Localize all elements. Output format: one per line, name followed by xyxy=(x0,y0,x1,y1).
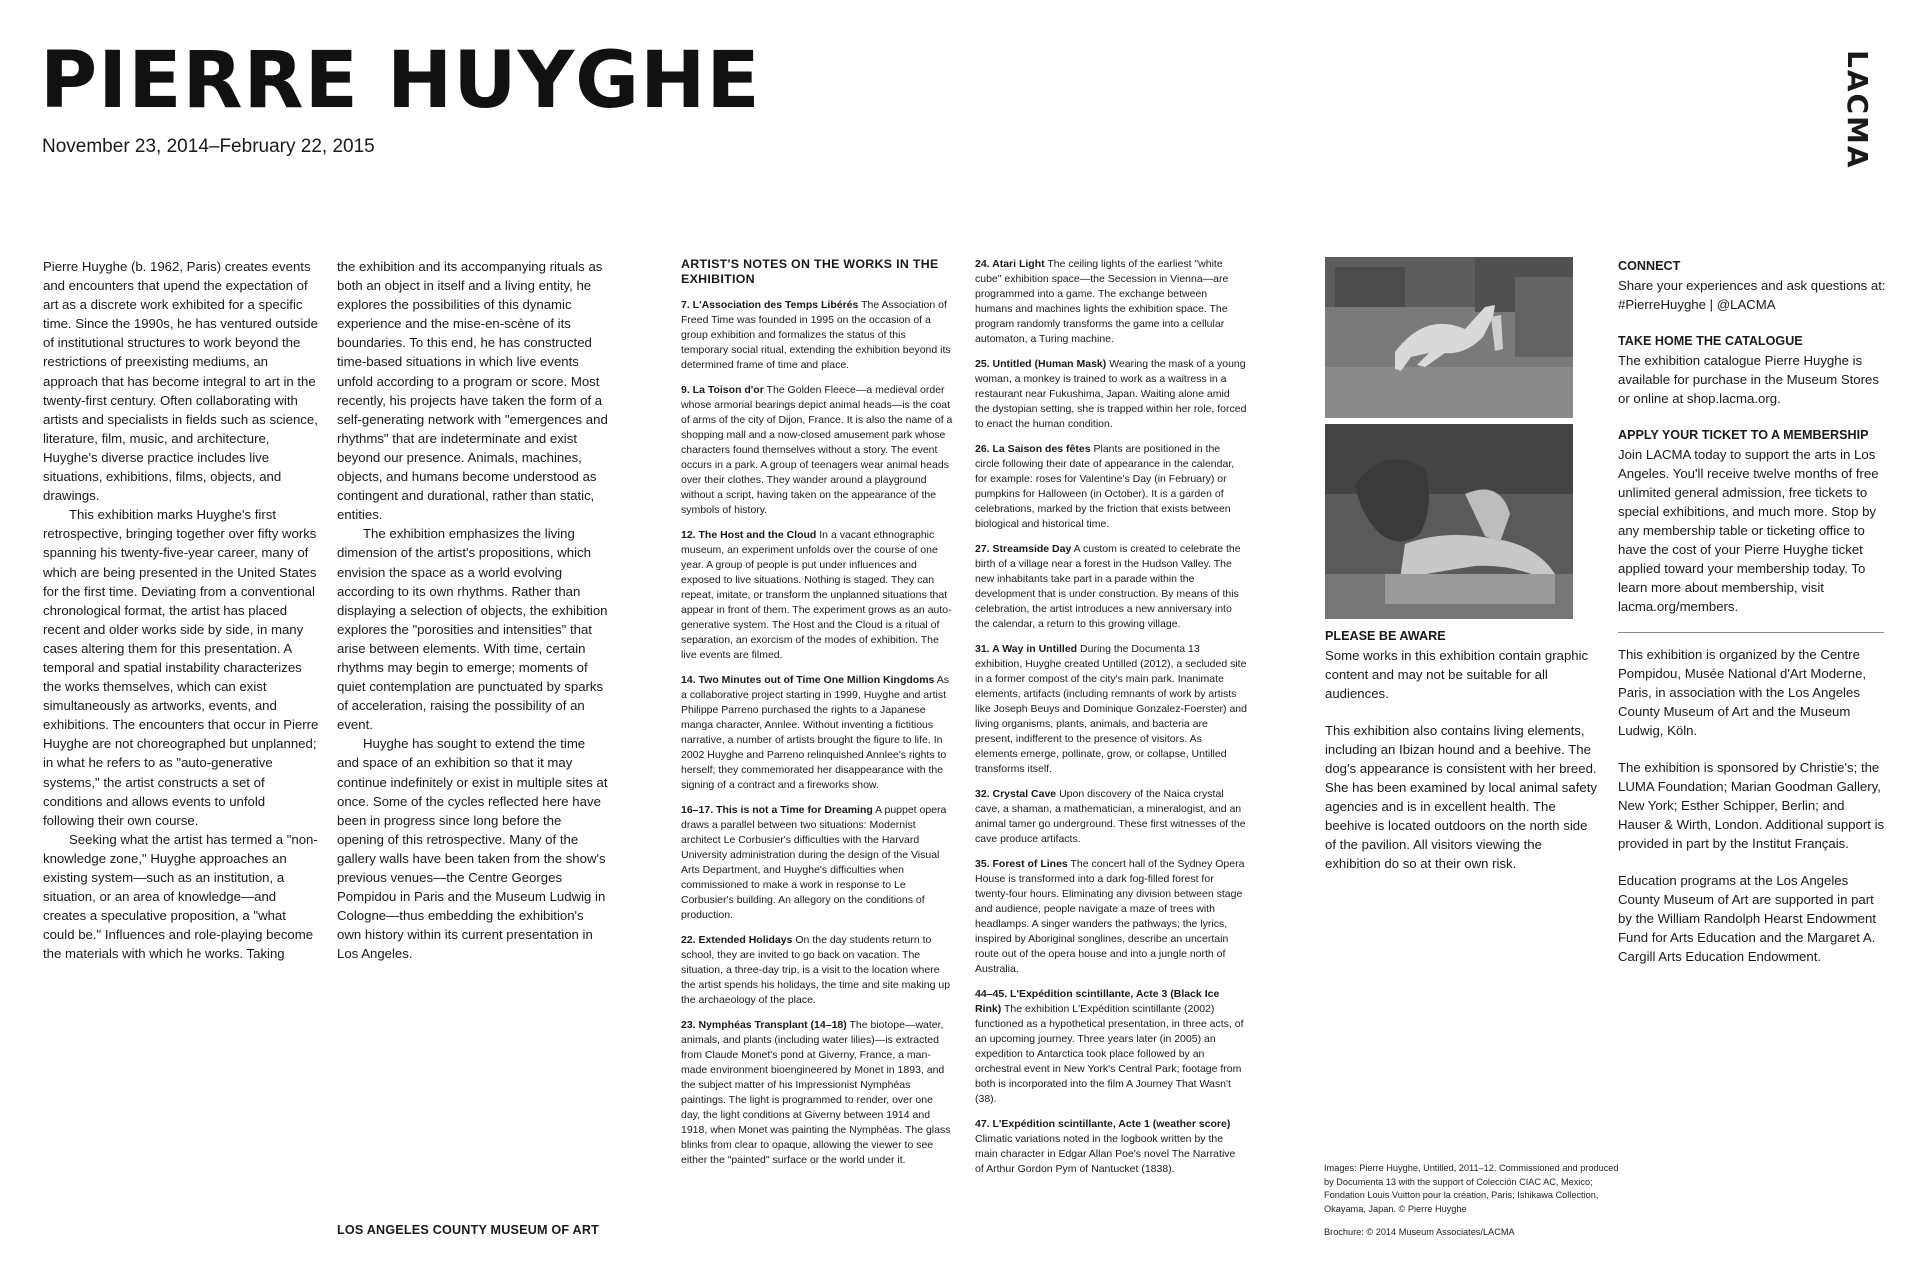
note-text: Upon discovery of the Naica crystal cave, a shaman, a mathematician, a mineralogist, and an animal tamer go underground. These first witnesses of the cave produce artifacts. xyxy=(975,788,1246,845)
note-text: In a vacant ethnographic museum, an experiment unfolds over the course of one year. A group of people is put under influences and exposed to live situations. Nothing is staged. They can repeat, imitate, or transform the unplanned situations that appear in front of them. The experiment grows as an auto-generative system. The Host and the Cloud is a ritual of separation, an exorcism of the modes of exhibition. The live events are filmed. xyxy=(681,529,952,661)
essay-paragraph: Pierre Huyghe (b. 1962, Paris) creates events and encounters that upend the expectation of art as a discrete work exhibited for a specific time. Since the 1990s, he has ventured outside of institutional structures to work beyond the restrictions of preexisting mediums, an approach that has become integral to art in the twenty-first century. Often collaborating with artists and specialists in fields such as science, literature, film, music, and architecture, Huyghe's diverse practice includes live situations, exhibitions, films, objects, and drawings. xyxy=(43,259,318,504)
note-text: Wearing the mask of a young woman, a monkey is trained to work as a waitress in a restaurant near Fukushima, Japan. Waiting alone amid the dystopian setting, she is trapped within her role, forced to enact the human condition. xyxy=(975,358,1247,430)
note-item xyxy=(681,1018,953,1168)
essay-column-2 xyxy=(337,257,609,963)
essay-paragraph: The exhibition emphasizes the living dimension of the artist's propositions, which envision the space as a world evolving according to its own rhythms. Rather than displaying a selection of objects, the exhibition explores the "porosities and intensities" that arise between elements. With time, certain rhythms may begin to emerge; moments of quiet contemplation are punctuated by sparks of acceleration, raising the possibility of an event. xyxy=(337,526,608,733)
note-item xyxy=(975,357,1247,432)
essay-paragraph: Huyghe has sought to extend the time and space of an exhibition so that it may continue indefinitely or exist in multiple sites at once. Some of the cycles reflected here have been in progress since long before the opening of this retrospective. Many of the gallery walls have been taken from the show's previous venues—the Centre Georges Pompidou in Paris and the Museum Ludwig in Cologne—thus embedding the exhibition's own history within its current presentation in Los Angeles. xyxy=(337,736,608,962)
note-title: 23. Nymphéas Transplant (14–18) xyxy=(681,1019,847,1031)
essay-paragraph: Seeking what the artist has termed a "non-knowledge zone," Huyghe approaches an existing system—such as an institution, a situation, or an area of knowledge—and creates a speculative proposition, a "what could be." Influences and role-playing become the materials with which he works. Taking xyxy=(43,831,318,962)
note-title: 27. Streamside Day xyxy=(975,543,1072,555)
sponsored-text: The exhibition is sponsored by Christie's; the LUMA Foundation; Marian Goodman Gallery, New York; Esther Schipper, Berlin; and Hauser & Wirth, London. Additional support is provided in part by the Institut Français. xyxy=(1618,760,1885,851)
note-title: 31. A Way in Untilled xyxy=(975,643,1078,655)
essay-column-1 xyxy=(43,257,319,963)
note-item xyxy=(681,803,953,923)
photo-ibizan-hound xyxy=(1325,257,1573,418)
note-text: The exhibition L'Expédition scintillante (2002) functioned as a hypothetical presentation, in three acts, of an upcoming journey. Three years later (in 2005) an expedition to Antarctica took place followed by an orchestral event in New York's Central Park; footage from both is incorporated into the film A Journey That Wasn't (38). xyxy=(975,1003,1244,1105)
sculpture-photo-image xyxy=(1325,424,1573,619)
note-item xyxy=(681,528,953,663)
sidebar-column xyxy=(1618,257,1890,634)
divider xyxy=(1618,632,1884,633)
membership-text: Join LACMA today to support the arts in Los Angeles. You'll receive twelve months of free unlimited general admission, free tickets to special exhibitions, and much more. Stop by any membership table or ticketing office to have the cost of your Pierre Huyghe ticket applied toward your membership today. To learn more about membership, visit lacma.org/members. xyxy=(1618,447,1879,614)
note-title: 12. The Host and the Cloud xyxy=(681,529,817,541)
note-item xyxy=(681,298,953,373)
sponsor-section xyxy=(1618,645,1890,984)
note-text: As a collaborative project starting in 1999, Huyghe and artist Philippe Parreno purchased the rights to a Japanese manga character, Annlee. Without inventing a fictitious narrative, a number of artists brought the figure to life. In 2002 Huyghe and Parreno relinquished Annlee's rights to herself; they commemorated her disappearance with the signing of a contract and a fireworks show. xyxy=(681,674,949,791)
catalogue-text: The exhibition catalogue Pierre Huyghe is available for purchase in the Museum Stores or online at shop.lacma.org. xyxy=(1618,353,1879,406)
note-item xyxy=(975,442,1247,532)
note-title: 24. Atari Light xyxy=(975,258,1045,270)
note-text: The Association of Freed Time was founded in 1995 on the occasion of a group exhibition and formalizes the status of this temporary social ritual, extending the exhibition beyond its determined frame of time and place. xyxy=(681,299,951,371)
note-title: 44–45. L'Expédition scintillante, Acte 3 (Black Ice Rink) xyxy=(975,988,1220,1015)
essay-paragraph: This exhibition marks Huyghe's first retrospective, bringing together over fifty works spanning his twenty-five-year career, many of which are being presented in the United States for the first time. Deviating from a conventional chronological format, the artist has placed recent and older works side by side, in many cases altering them for this presentation. A temporal and spatial instability characterizes the works themselves, which can exist simultaneously as artworks, events, and exhibitions. The encounters that occur in Pierre Huyghe are not choreographed but unplanned; in what he refers to as "auto-generative systems," the artist constructs a set of conditions and allows events to unfold following their own course. xyxy=(43,507,319,828)
lacma-logo: LACMA xyxy=(1841,50,1874,170)
organized-text: This exhibition is organized by the Centre Pompidou, Musée National d'Art Moderne, Paris, in association with the Los Angeles County Museum of Art and the Museum Ludwig, Köln. xyxy=(1618,647,1867,738)
note-item xyxy=(681,673,953,793)
notes-column-1 xyxy=(681,257,953,1178)
note-text: On the day students return to school, they are invited to go back on vacation. The situation, a three-day trip, is a visit to the location where the artist spends his holidays, the time and site making up the archaeology of the place. xyxy=(681,934,951,1006)
photo-sculpture-beehive xyxy=(1325,424,1573,619)
note-title: 16–17. This is not a Time for Dreaming xyxy=(681,804,873,816)
note-text: A puppet opera draws a parallel between two situations: Modernist architect Le Corbusier's difficulties with the Harvard University administration during the design of the Visual Arts Department, and Huyghe's difficulties when commissioned to make a work in response to Le Corbusier's building. An allegory on the conditions of production. xyxy=(681,804,947,921)
note-item xyxy=(975,857,1247,977)
brochure-credit: Brochure: © 2014 Museum Associates/LACMA xyxy=(1324,1227,1515,1237)
catalogue-heading: TAKE HOME THE CATALOGUE xyxy=(1618,334,1803,348)
note-title: 7. L'Association des Temps Libérés xyxy=(681,299,859,311)
notes-column-2 xyxy=(975,257,1247,1187)
exhibition-dates: November 23, 2014–February 22, 2015 xyxy=(42,136,375,157)
note-text: The biotope—water, animals, and plants (including water lilies)—is extracted from Claude Monet's pond at Giverny, France, a man-made environment bioengineered by Monet in 1893, and the subject matter of his Impressionist Nymphéas paintings. The light is programmed to render, over one day, the light conditions at Giverny between 1914 and 1918, when Monet was painting the Nymphéas. The glass blinks from clear to opaque, allowing the viewer to see either the "painted" surface or the world under it. xyxy=(681,1019,951,1166)
museum-name-footer: LOS ANGELES COUNTY MUSEUM OF ART xyxy=(337,1223,600,1237)
note-item xyxy=(975,987,1247,1107)
page-title: PIERRE HUYGHE xyxy=(40,36,761,126)
please-be-aware-section xyxy=(1325,627,1597,891)
note-title: 26. La Saison des fêtes xyxy=(975,443,1091,455)
connect-heading: CONNECT xyxy=(1618,259,1681,273)
note-title: 14. Two Minutes out of Time One Million Kingdoms xyxy=(681,674,935,686)
dog-photo-image xyxy=(1325,257,1573,418)
note-text: Plants are positioned in the circle following their date of appearance in the calendar, for example: roses for Valentine's Day (in February) or pumpkins for Halloween (in October). It is a garden of celebrations, marked by the friction that exists between biological and historical time. xyxy=(975,443,1235,530)
note-item xyxy=(975,642,1247,777)
note-title: 47. L'Expédition scintillante, Acte 1 (weather score) xyxy=(975,1118,1231,1130)
note-title: 32. Crystal Cave xyxy=(975,788,1057,800)
note-item xyxy=(975,1117,1247,1177)
note-text: Climatic variations noted in the logbook written by the main character in Edgar Allan Poe's novel The Narrative of Arthur Gordon Pym of Nantucket (1838). xyxy=(975,1133,1236,1175)
note-title: 22. Extended Holidays xyxy=(681,934,793,946)
note-item xyxy=(681,383,953,518)
note-text: During the Documenta 13 exhibition, Huyghe created Untilled (2012), a secluded site in a former compost of the city's main park. Inanimate elements, artifacts (including remnants of work by artists like Joseph Beuys and Dominique Gonzalez-Foerster) and living organisms, plants, animals, and bacteria are present, indifferent to the presence of visitors. As elements emerge, pollinate, grow, or collapse, Untilled transforms itself. xyxy=(975,643,1247,775)
note-text: The concert hall of the Sydney Opera House is transformed into a dark fog-filled forest for twenty-four hours. Eliminating any division between stage and audience, people navigate a maze of trees with headlamps. A singer wanders the pathways; the lyrics, inspired by Aboriginal songlines, describe an uncertain route out of the opera house and into a jungle north of Australia. xyxy=(975,858,1245,975)
note-item xyxy=(681,933,953,1008)
education-text: Education programs at the Los Angeles County Museum of Art are supported in part by the William Randolph Hearst Endowment Fund for Arts Education and the Margaret A. Cargill Arts Education Endowment. xyxy=(1618,873,1877,964)
note-item xyxy=(975,787,1247,847)
note-text: The ceiling lights of the earliest "white cube" exhibition space—the Secession in Vienna—are programmed into a game. The exchange between humans and machines lights the exhibition space. The program randomly transforms the game into a cellular automaton, a Turing machine. xyxy=(975,258,1229,345)
aware-text: Some works in this exhibition contain graphic content and may not be suitable for all audiences. xyxy=(1325,648,1589,701)
essay-paragraph: the exhibition and its accompanying rituals as both an object in itself and a living entity, he explores the possibilities of this dynamic experience and the mise-en-scène of its boundaries. To this end, he has constructed time-based situations in which live events unfold according to a program or score. Most recently, his projects have taken the form of a self-generating network with "emergences and rhythms" that are indeterminate and exist beyond our presence. Animals, machines, objects, and humans become understood as contingent and durational, rather than static, entities. xyxy=(337,259,608,523)
note-text: The Golden Fleece—a medieval order whose armorial bearings depict animal heads—is the coat of arms of the city of Dijon, France. It is also the name of a shopping mall and a now-closed amusement park whose characters found themselves without a story. The event occurs in a park. A group of teenagers wear animal heads over their clothes. They wander around a playground without a script, having taken on the appearance of the symbols of history. xyxy=(681,384,953,516)
note-title: 35. Forest of Lines xyxy=(975,858,1068,870)
note-title: 9. La Toison d'or xyxy=(681,384,764,396)
image-credits: Images: Pierre Huyghe, Untilled, 2011–12. Commissioned and produced by Documenta 13 with the support of Colección CIAC AC, Mexico; Fondation Louis Vuitton pour la création, Paris; Ishikawa Collection, Okayama, Japan. © Pierre Huyghe xyxy=(1324,1163,1619,1214)
note-title: 25. Untitled (Human Mask) xyxy=(975,358,1107,370)
note-item xyxy=(975,542,1247,632)
note-text: A custom is created to celebrate the birth of a village near a forest in the Hudson Valley. The new inhabitants take part in a parade within the development that is under construction. By means of this celebration, the artist introduces a new anniversary into the calendar, a return to this growing village. xyxy=(975,543,1241,630)
membership-heading: APPLY YOUR TICKET TO A MEMBERSHIP xyxy=(1618,428,1869,442)
notes-heading: ARTIST'S NOTES ON THE WORKS IN THE EXHIBITION xyxy=(681,257,939,286)
note-item xyxy=(975,257,1247,347)
aware-text: This exhibition also contains living elements, including an Ibizan hound and a beehive. The dog's appearance is consistent with her breed. She has been examined by local animal safety agencies and is in excellent health. The beehive is located outdoors on the north side of the pavilion. All visitors viewing the exhibition do so at their own risk. xyxy=(1325,723,1597,871)
aware-heading: PLEASE BE AWARE xyxy=(1325,629,1446,643)
connect-text: Share your experiences and ask questions at: #PierreHuyghe | @LACMA xyxy=(1618,278,1886,312)
